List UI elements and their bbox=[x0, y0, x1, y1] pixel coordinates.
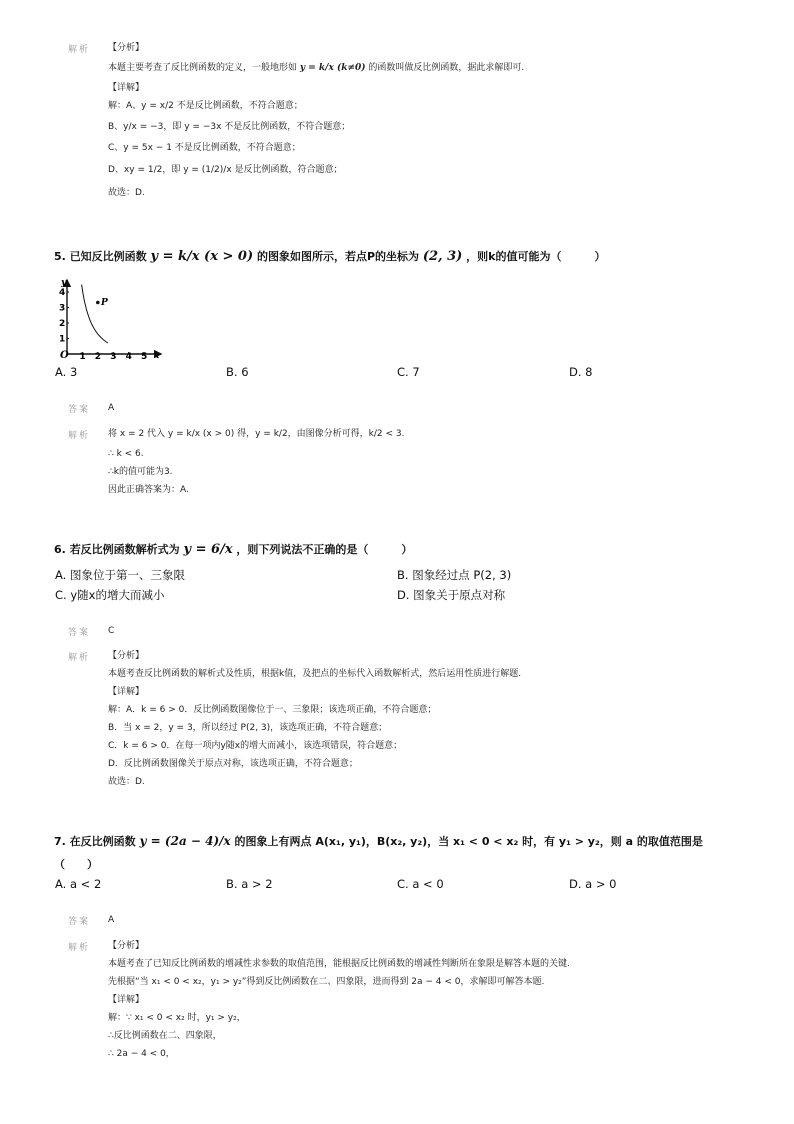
detail-line-c: C、y = 5x − 1 不是反比例函数，不符合题意； bbox=[108, 143, 301, 153]
q6-option-c[interactable]: C. y随x的增大而减小 bbox=[55, 588, 165, 602]
q5-exp-3: ∴k的值可能为3. bbox=[108, 467, 173, 477]
q6-stem: 6. 若反比例函数解析式为 y = 6/x ，则下列说法不正确的是（ ） bbox=[54, 542, 413, 557]
q7-detail-2: ∴反比例函数在二、四象限， bbox=[108, 1031, 222, 1041]
q5-option-d[interactable]: D. 8 bbox=[569, 365, 593, 379]
q7-answer-value: A bbox=[108, 915, 115, 925]
q7-analysis-text-1: 本题考查了已知反比例函数的增减性求参数的取值范围，能根据反比例函数的增减性判断所在象限是解答本题的关键. bbox=[108, 959, 570, 969]
y-tick-label: 3 bbox=[59, 303, 66, 314]
analysis-tag: 【分析】 bbox=[108, 43, 145, 53]
q6-answer-label: 答案 bbox=[68, 628, 91, 638]
q6-detail-c: C．k = 6 > 0．在每一项内y随x的增大而减小，该选项错误，符合题意； bbox=[108, 741, 403, 751]
q5-answer-label: 答案 bbox=[68, 405, 91, 415]
q7-detail-3: ∴ 2a − 4 < 0， bbox=[108, 1049, 175, 1059]
y-tick-label: 1 bbox=[59, 334, 66, 345]
q7-detail-1: 解：∵ x₁ < 0 < x₂ 时，y₁ > y₂， bbox=[108, 1013, 246, 1023]
q5-exp-2: ∴ k < 6. bbox=[108, 449, 144, 459]
x-tick-label: 3 bbox=[110, 352, 117, 360]
q7-stem: 7. 在反比例函数 y = (2a − 4)/x 的图象上有两点 A(x₁, y₁)，B(x₂, y₂)，当 x₁ < 0 < x₂ 时，有 y₁ > y₂，则 a 的取值范围是 bbox=[54, 834, 703, 848]
y-tick-label: 2 bbox=[59, 319, 66, 329]
detail-conclusion: 故选：D. bbox=[108, 188, 145, 198]
q6-option-d[interactable]: D. 图象关于原点对称 bbox=[397, 588, 506, 602]
q7-answer-label: 答案 bbox=[68, 917, 91, 927]
q6-detail-tag: 【详解】 bbox=[108, 687, 145, 697]
q6-detail-b: B．当 x = 2，y = 3，所以经过 P(2, 3)，该选项正确，不符合题意； bbox=[108, 723, 388, 733]
q6-detail-d: D．反比例函数图像关于原点对称，该选项正确，不符合题意； bbox=[108, 759, 358, 769]
q6-answer-value: C bbox=[108, 626, 115, 636]
q7-analysis-tag: 【分析】 bbox=[108, 941, 145, 951]
q5-graph bbox=[56, 278, 168, 360]
point-p bbox=[96, 301, 100, 305]
q6-analysis-text: 本题考查反比例函数的解析式及性质，根据k值，及把点的坐标代入函数解析式，然后运用性质进行解题. bbox=[108, 669, 522, 679]
origin-label: O bbox=[60, 350, 69, 360]
detail-tag: 【详解】 bbox=[108, 83, 145, 93]
x-tick-label: 2 bbox=[94, 352, 102, 360]
analysis-label: 解析 bbox=[68, 45, 91, 55]
q5-analysis-label: 解析 bbox=[68, 431, 91, 441]
q7-stem-bracket: （ ） bbox=[54, 858, 98, 871]
q6-option-a[interactable]: A. 图象位于第一、三象限 bbox=[55, 568, 185, 582]
q5-stem: 5. 已知反比例函数 y = k/x (x > 0) 的图象如图所示，若点P的坐标为 (2, 3) ，则k的值可能为（ ） bbox=[54, 249, 606, 264]
q6-analysis-tag: 【分析】 bbox=[108, 651, 145, 661]
q7-analysis-label: 解析 bbox=[68, 943, 91, 953]
hyperbola-curve bbox=[82, 285, 108, 344]
y-tick-label: 4 bbox=[59, 288, 66, 298]
detail-line-b: B、y/x = −3，即 y = −3x 不是反比例函数，不符合题意； bbox=[108, 122, 351, 132]
detail-line-a: 解：A、y = x/2 不是反比例函数，不符合题意； bbox=[108, 101, 303, 111]
analysis-text: 本题主要考查了反比例函数的定义，一般地形如 y = k/x (k≠0) 的函数叫做反比例函数，据此求解即可. bbox=[108, 63, 525, 73]
q5-answer-value: A bbox=[108, 403, 115, 413]
q5-exp-1: 将 x = 2 代入 y = k/x (x > 0) 得，y = k/2，由图像分析可得，k/2 < 3. bbox=[108, 429, 405, 439]
q6-conclusion: 故选：D. bbox=[108, 777, 145, 787]
q7-option-b[interactable]: B. a > 2 bbox=[226, 877, 273, 891]
detail-line-d: D、xy = 1/2，即 y = (1/2)/x 是反比例函数，符合题意； bbox=[108, 165, 343, 175]
x-tick-label: 1 bbox=[79, 352, 86, 360]
q7-detail-tag: 【详解】 bbox=[108, 995, 145, 1005]
q6-option-b[interactable]: B. 图象经过点 P(2, 3) bbox=[397, 568, 512, 582]
x-tick-label: 4 bbox=[125, 352, 132, 360]
q5-option-a[interactable]: A. 3 bbox=[55, 365, 78, 379]
q7-option-d[interactable]: D. a > 0 bbox=[569, 877, 617, 891]
q6-detail-a: 解：A．k = 6 > 0．反比例函数图像位于一、三象限；该选项正确，不符合题意； bbox=[108, 705, 437, 715]
point-p-label: P bbox=[101, 298, 108, 308]
x-tick-label: 5 bbox=[141, 352, 148, 360]
q5-option-c[interactable]: C. 7 bbox=[397, 365, 420, 379]
q7-option-a[interactable]: A. a < 2 bbox=[55, 877, 102, 891]
x-axis-label: x bbox=[154, 351, 160, 360]
q6-analysis-label: 解析 bbox=[68, 653, 91, 663]
q5-exp-4: 因此正确答案为：A. bbox=[108, 485, 189, 495]
y-axis-label: y bbox=[61, 278, 67, 288]
q7-option-c[interactable]: C. a < 0 bbox=[397, 877, 444, 891]
q5-option-b[interactable]: B. 6 bbox=[226, 365, 249, 379]
q7-analysis-text-2: 先根据“当 x₁ < 0 < x₂，y₁ > y₂”得到反比例函数在二、四象限，进而得到 2a − 4 < 0，求解即可解答本题. bbox=[108, 977, 545, 987]
